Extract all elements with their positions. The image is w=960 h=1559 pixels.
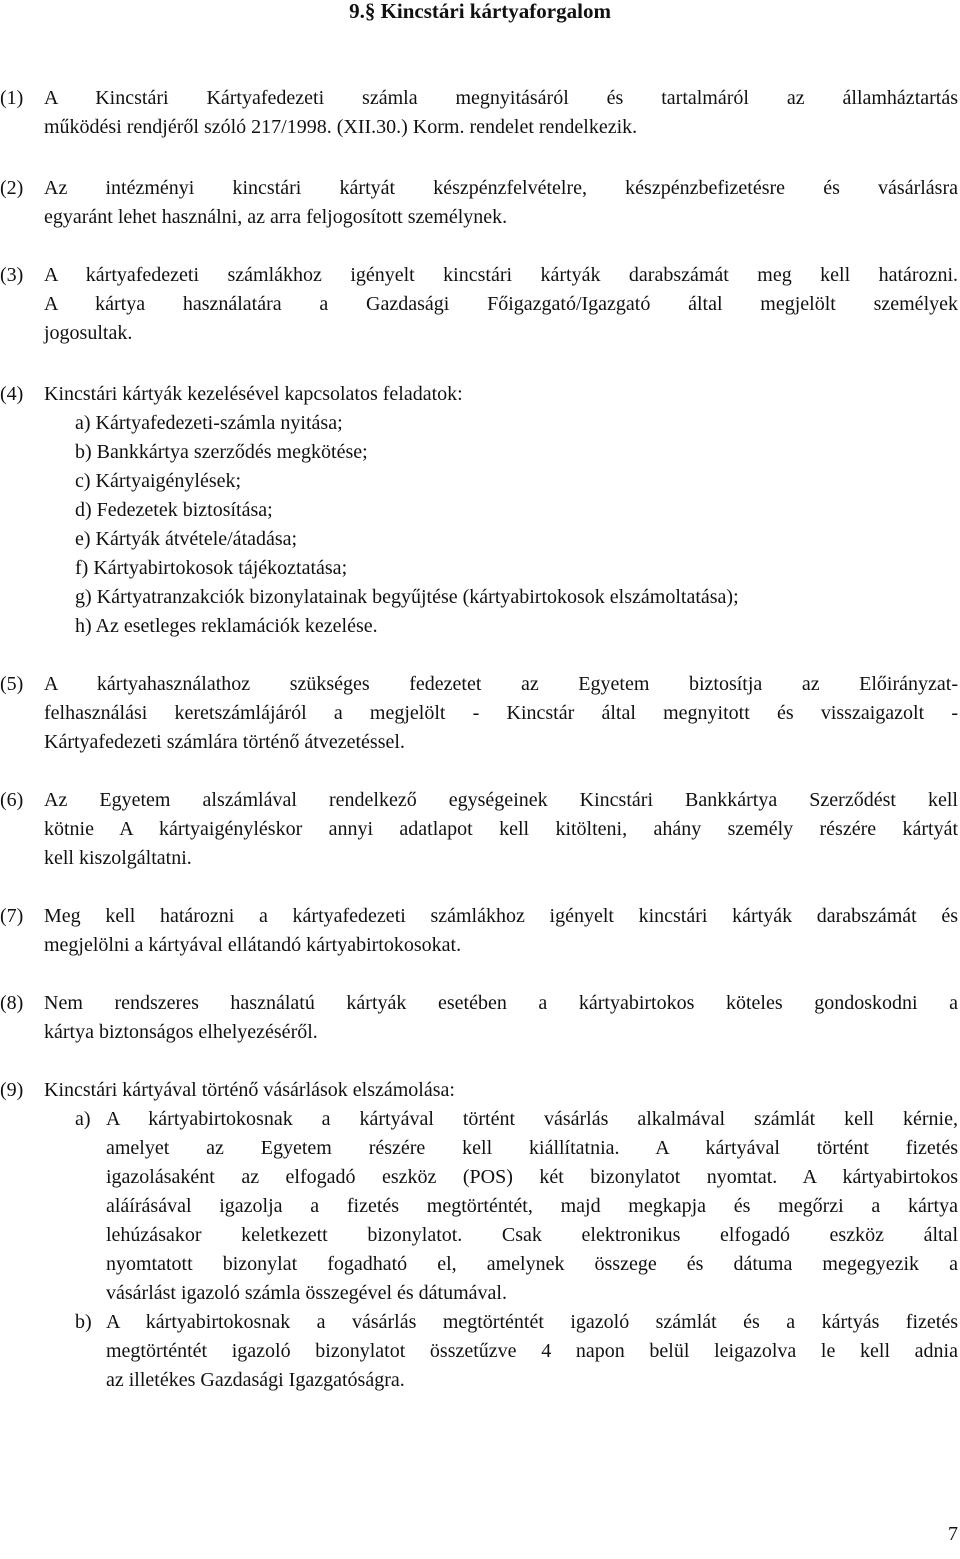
paragraph-line: kártya biztonságos elhelyezéséről. bbox=[44, 1021, 318, 1043]
task-list bbox=[44, 409, 958, 641]
paragraph-line: megtörténtét igazoló bizonylatot összetűzve 4 napon belül leigazolva le kell adnia bbox=[106, 1340, 958, 1362]
list-item: g) Kártyatranzakciók bizonylatainak begyűjtése (kártyabirtokosok elszámoltatása); bbox=[75, 586, 739, 608]
paragraph-body bbox=[44, 902, 958, 960]
paragraph-line: kötnie A kártyaigényléskor annyi adatlapot kell kitölteni, ahány személy részére kártyát bbox=[44, 818, 958, 840]
paragraph-line: Az Egyetem alszámlával rendelkező egységeinek Kincstári Bankkártya Szerződést kell bbox=[44, 789, 958, 811]
section-title: 9.§ Kincstári kártyaforgalom bbox=[349, 0, 611, 23]
paragraph-line: kell kiszolgáltatni. bbox=[44, 847, 192, 869]
paragraph-intro: Kincstári kártyával történő vásárlások elszámolása: bbox=[44, 1079, 455, 1101]
paragraph-line: jogosultak. bbox=[44, 322, 133, 344]
paragraph-number: (6) bbox=[0, 789, 24, 811]
page-number: 7 bbox=[948, 1523, 958, 1545]
paragraph-line: aláírásával igazolja a fizetés megtörténtét, majd megkapja és megőrzi a kártya bbox=[106, 1195, 958, 1217]
paragraph-body bbox=[44, 989, 958, 1047]
paragraph-5 bbox=[0, 670, 958, 757]
paragraph-body bbox=[44, 786, 958, 873]
paragraph-6 bbox=[0, 786, 958, 873]
paragraph-line: A kártyabirtokosnak a kártyával történt vásárlás alkalmával számlát kell kérnie, bbox=[106, 1108, 958, 1130]
settlement-list bbox=[44, 1105, 958, 1395]
paragraph-line: Kártyafedezeti számlára történő átvezetéssel. bbox=[44, 731, 405, 753]
paragraph-line: vásárlást igazoló számla összegével és dátumával. bbox=[106, 1282, 507, 1304]
paragraph-line: Az intézményi kincstári kártyát készpénzfelvételre, készpénzbefizetésre és vásárlásra bbox=[44, 177, 958, 199]
paragraph-body bbox=[44, 84, 958, 142]
paragraph-line: nyomtatott bizonylat fogadható el, amelynek összege és dátuma megegyezik a bbox=[106, 1253, 958, 1275]
list-item: c) Kártyaigénylések; bbox=[75, 470, 242, 492]
paragraph-number: (9) bbox=[0, 1079, 24, 1101]
paragraph-line: amelyet az Egyetem részére kell kiállítatnia. A kártyával történt fizetés bbox=[106, 1137, 958, 1159]
paragraph-2 bbox=[0, 174, 958, 232]
paragraph-body bbox=[44, 261, 958, 348]
paragraph-7 bbox=[0, 902, 958, 960]
list-letter: b) bbox=[75, 1311, 92, 1333]
paragraph-number: (4) bbox=[0, 383, 24, 405]
paragraph-body bbox=[44, 174, 958, 232]
paragraph-line: az illetékes Gazdasági Igazgatóságra. bbox=[106, 1369, 405, 1391]
paragraph-line: A kártyahasználathoz szükséges fedezetet az Egyetem biztosítja az Előirányzat- bbox=[44, 673, 958, 695]
paragraph-line: működési rendjéről szóló 217/1998. (XII.30.) Korm. rendelet rendelkezik. bbox=[44, 116, 638, 138]
paragraph-body bbox=[44, 670, 958, 757]
paragraph-4 bbox=[0, 380, 958, 641]
list-item: f) Kártyabirtokosok tájékoztatása; bbox=[75, 557, 348, 579]
paragraph-line: felhasználási keretszámlájáról a megjelölt - Kincstár által megnyitott és visszaigazolt - bbox=[44, 702, 958, 724]
paragraph-1 bbox=[0, 84, 958, 142]
paragraph-line: egyaránt lehet használni, az arra feljogosított személynek. bbox=[44, 206, 508, 228]
paragraph-line: A Kincstári Kártyafedezeti számla megnyitásáról és tartalmáról az államháztartás bbox=[44, 87, 958, 109]
paragraph-intro: Kincstári kártyák kezelésével kapcsolatos feladatok: bbox=[44, 383, 463, 405]
paragraph-number: (3) bbox=[0, 264, 24, 286]
list-letter: a) bbox=[75, 1108, 91, 1130]
paragraph-number: (7) bbox=[0, 905, 24, 927]
paragraph-3 bbox=[0, 261, 958, 348]
paragraph-line: igazolásaként az elfogadó eszköz (POS) két bizonylatot nyomtat. A kártyabirtokos bbox=[106, 1166, 958, 1188]
paragraph-line: A kártyabirtokosnak a vásárlás megtörténtét igazoló számlát és a kártyás fizetés bbox=[106, 1311, 958, 1333]
list-item: b) Bankkártya szerződés megkötése; bbox=[75, 441, 368, 463]
paragraph-line: Meg kell határozni a kártyafedezeti számlákhoz igényelt kincstári kártyák darabszámát és bbox=[44, 905, 958, 927]
paragraph-line: megjelölni a kártyával ellátandó kártyabirtokosokat. bbox=[44, 934, 462, 956]
paragraph-line: A kártyafedezeti számlákhoz igényelt kincstári kártyák darabszámát meg kell határozni. bbox=[44, 264, 958, 286]
paragraph-8 bbox=[0, 989, 958, 1047]
paragraph-line: lehúzásakor keletkezett bizonylatot. Csak elektronikus elfogadó eszköz által bbox=[106, 1224, 958, 1246]
list-item bbox=[44, 1308, 958, 1395]
paragraph-number: (8) bbox=[0, 992, 24, 1014]
list-item: e) Kártyák átvétele/átadása; bbox=[75, 528, 298, 550]
list-item bbox=[44, 1105, 958, 1308]
paragraph-body bbox=[44, 380, 958, 641]
paragraph-number: (2) bbox=[0, 177, 24, 199]
list-item: d) Fedezetek biztosítása; bbox=[75, 499, 273, 521]
paragraph-number: (1) bbox=[0, 87, 24, 109]
paragraph-line: Nem rendszeres használatú kártyák esetében a kártyabirtokos köteles gondoskodni a bbox=[44, 992, 958, 1014]
paragraph-body bbox=[44, 1076, 958, 1105]
list-item: h) Az esetleges reklamációk kezelése. bbox=[75, 615, 378, 637]
paragraph-9 bbox=[0, 1076, 958, 1395]
paragraph-line: A kártya használatára a Gazdasági Főigazgató/Igazgató által megjelölt személyek bbox=[44, 293, 958, 315]
list-item: a) Kártyafedezeti-számla nyitása; bbox=[75, 412, 343, 434]
paragraph-number: (5) bbox=[0, 673, 24, 695]
